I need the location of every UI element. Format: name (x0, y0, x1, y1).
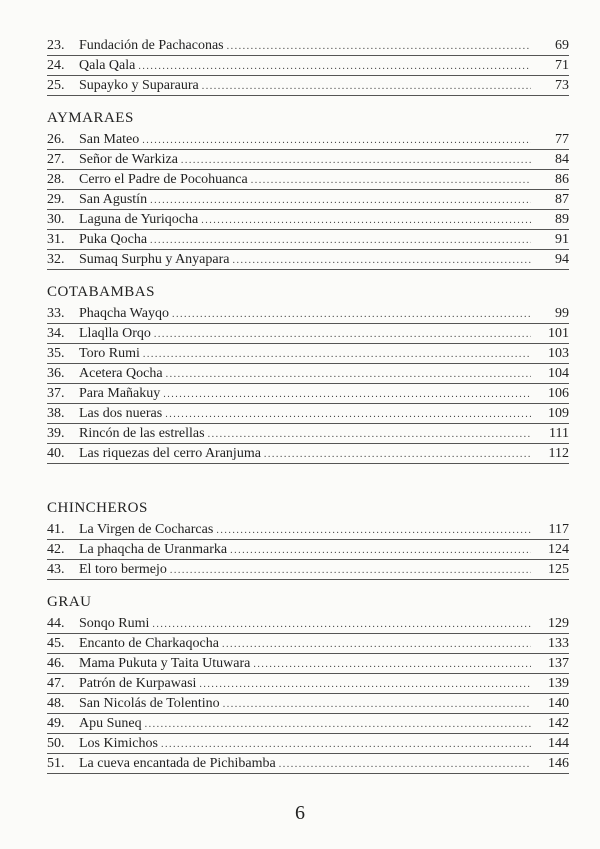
entry-page-number: 137 (548, 656, 569, 671)
toc-entry (47, 714, 569, 734)
toc-section-continued (47, 36, 569, 96)
toc-section-cotabambas (47, 282, 569, 464)
toc-entry (47, 76, 569, 96)
toc-entry (47, 250, 569, 270)
entry-title: Las riquezas del cerro Aranjuma (79, 446, 261, 461)
dot-leader (172, 305, 531, 324)
toc-entry (47, 230, 569, 250)
dot-leader (163, 385, 531, 404)
dot-leader (150, 191, 531, 210)
dot-leader (222, 635, 531, 654)
entry-number: 32. (47, 252, 65, 267)
entry-number: 48. (47, 696, 65, 711)
toc-entry (47, 734, 569, 754)
entry-number: 30. (47, 212, 65, 227)
entry-title: Supayko y Suparaura (79, 78, 199, 93)
toc-entry (47, 364, 569, 384)
entry-title: Mama Pukuta y Taita Utuwara (79, 656, 251, 671)
entry-page-number: 86 (555, 172, 569, 187)
dot-leader (152, 615, 531, 634)
entry-title: San Nicolás de Tolentino (79, 696, 220, 711)
dot-leader (166, 365, 531, 384)
section-heading: GRAU (47, 594, 92, 610)
dot-leader (161, 735, 531, 754)
toc-entry (47, 36, 569, 56)
toc-section-grau (47, 592, 569, 774)
entry-page-number: 91 (555, 232, 569, 247)
entry-number: 28. (47, 172, 65, 187)
entry-title: Puka Qocha (79, 232, 148, 247)
toc-entry-list (47, 520, 569, 580)
dot-leader (145, 715, 531, 734)
entry-number: 36. (47, 366, 65, 381)
toc-entry-list (47, 304, 569, 464)
entry-number: 23. (47, 38, 65, 53)
section-heading: AYMARAES (47, 110, 134, 126)
toc-entry-list (47, 614, 569, 774)
toc-section-chincheros (47, 498, 569, 580)
toc-entry (47, 634, 569, 654)
entry-number: 44. (47, 616, 65, 631)
entry-title: Encanto de Charkaqocha (79, 636, 219, 651)
entry-number: 27. (47, 152, 65, 167)
entry-number: 40. (47, 446, 65, 461)
dot-leader (199, 675, 531, 694)
entry-page-number: 124 (548, 542, 569, 557)
entry-number: 41. (47, 522, 65, 537)
entry-title: Fundación de Pachaconas (79, 38, 224, 53)
entry-page-number: 144 (548, 736, 569, 751)
entry-number: 29. (47, 192, 65, 207)
entry-title: El toro bermejo (79, 562, 167, 577)
entry-page-number: 103 (548, 346, 569, 361)
entry-number: 45. (47, 636, 65, 651)
dot-leader (143, 345, 531, 364)
entry-title: Las dos nueras (79, 406, 163, 421)
entry-page-number: 104 (548, 366, 569, 381)
toc-entry (47, 674, 569, 694)
toc-entry (47, 324, 569, 344)
dot-leader (251, 171, 531, 190)
toc-entry (47, 614, 569, 634)
toc-entry (47, 444, 569, 464)
entry-page-number: 125 (548, 562, 569, 577)
dot-leader (142, 131, 531, 150)
dot-leader (232, 251, 531, 270)
entry-page-number: 146 (548, 756, 569, 771)
toc-entry (47, 304, 569, 324)
toc-entry-list (47, 130, 569, 270)
entry-page-number: 89 (555, 212, 569, 227)
entry-number: 46. (47, 656, 65, 671)
entry-title: Toro Rumi (79, 346, 140, 361)
entry-title: Cerro el Padre de Pocohuanca (79, 172, 248, 187)
entry-title: Laguna de Yuriqocha (79, 212, 199, 227)
dot-leader (138, 57, 531, 76)
toc-entry (47, 424, 569, 444)
entry-title: San Mateo (79, 132, 140, 147)
toc-entry-list (47, 36, 569, 96)
dot-leader (201, 211, 531, 230)
toc-entry (47, 384, 569, 404)
entry-title: Apu Suneq (79, 716, 142, 731)
entry-number: 43. (47, 562, 65, 577)
entry-page-number: 87 (555, 192, 569, 207)
dot-leader (216, 521, 531, 540)
toc-entry (47, 56, 569, 76)
entry-title: Los Kimichos (79, 736, 158, 751)
dot-leader (150, 231, 531, 250)
toc-entry (47, 130, 569, 150)
section-heading: CHINCHEROS (47, 500, 148, 516)
toc-entry (47, 404, 569, 424)
entry-title: Sonqo Rumi (79, 616, 150, 631)
entry-number: 51. (47, 756, 65, 771)
toc-entry (47, 754, 569, 774)
entry-page-number: 129 (548, 616, 569, 631)
entry-number: 24. (47, 58, 65, 73)
entry-number: 39. (47, 426, 65, 441)
toc-entry (47, 170, 569, 190)
entry-page-number: 139 (548, 676, 569, 691)
entry-page-number: 142 (548, 716, 569, 731)
entry-number: 26. (47, 132, 65, 147)
entry-page-number: 109 (548, 406, 569, 421)
entry-title: Patrón de Kurpawasi (79, 676, 197, 691)
entry-page-number: 71 (555, 58, 569, 73)
toc-entry (47, 344, 569, 364)
entry-title: La phaqcha de Uranmarka (79, 542, 228, 557)
entry-page-number: 101 (548, 326, 569, 341)
entry-page-number: 133 (548, 636, 569, 651)
entry-title: Acetera Qocha (79, 366, 163, 381)
entry-number: 47. (47, 676, 65, 691)
entry-title: San Agustín (79, 192, 148, 207)
entry-title: La Virgen de Cocharcas (79, 522, 214, 537)
entry-number: 42. (47, 542, 65, 557)
toc-entry (47, 654, 569, 674)
entry-title: Señor de Warkiza (79, 152, 178, 167)
toc-entry (47, 560, 569, 580)
entry-title: La cueva encantada de Pichibamba (79, 756, 276, 771)
dot-leader (165, 405, 531, 424)
entry-number: 38. (47, 406, 65, 421)
dot-leader (223, 695, 531, 714)
entry-page-number: 77 (555, 132, 569, 147)
toc-entry (47, 210, 569, 230)
toc-section-aymaraes (47, 108, 569, 270)
entry-number: 33. (47, 306, 65, 321)
dot-leader (253, 655, 531, 674)
dot-leader (264, 445, 531, 464)
entry-title: Para Mañakuy (79, 386, 161, 401)
dot-leader (202, 77, 531, 96)
entry-number: 50. (47, 736, 65, 751)
entry-page-number: 117 (548, 522, 569, 537)
entry-number: 34. (47, 326, 65, 341)
dot-leader (230, 541, 531, 560)
entry-page-number: 94 (555, 252, 569, 267)
entry-number: 35. (47, 346, 65, 361)
dot-leader (154, 325, 531, 344)
entry-page-number: 73 (555, 78, 569, 93)
entry-title: Llaqlla Orqo (79, 326, 151, 341)
entry-number: 25. (47, 78, 65, 93)
entry-title: Rincón de las estrellas (79, 426, 205, 441)
entry-page-number: 106 (548, 386, 569, 401)
section-heading: COTABAMBAS (47, 284, 155, 300)
entry-page-number: 111 (549, 426, 569, 441)
dot-leader (279, 755, 531, 774)
entry-page-number: 84 (555, 152, 569, 167)
entry-title: Qala Qala (79, 58, 136, 73)
entry-page-number: 69 (555, 38, 569, 53)
dot-leader (227, 37, 531, 56)
entry-number: 49. (47, 716, 65, 731)
toc-entry (47, 150, 569, 170)
entry-title: Sumaq Surphu y Anyapara (79, 252, 230, 267)
toc-entry (47, 540, 569, 560)
dot-leader (170, 561, 531, 580)
entry-title: Phaqcha Wayqo (79, 306, 169, 321)
entry-number: 37. (47, 386, 65, 401)
dot-leader (181, 151, 531, 170)
entry-page-number: 112 (548, 446, 569, 461)
entry-number: 31. (47, 232, 65, 247)
page-number-footer: 6 (295, 802, 305, 824)
toc-entry (47, 694, 569, 714)
dot-leader (208, 425, 531, 444)
entry-page-number: 140 (548, 696, 569, 711)
table-of-contents (47, 36, 569, 784)
entry-page-number: 99 (555, 306, 569, 321)
toc-entry (47, 190, 569, 210)
toc-entry (47, 520, 569, 540)
